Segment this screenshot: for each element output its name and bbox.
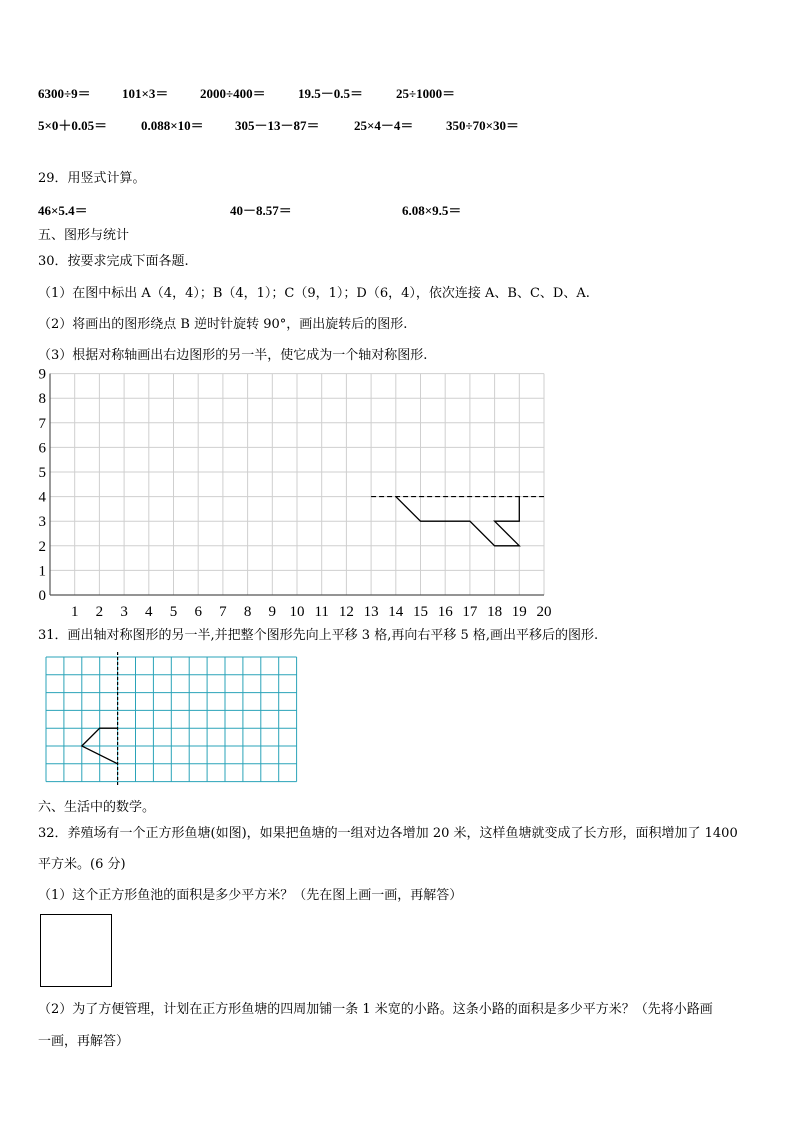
- calc-1-1: 6300÷9＝: [38, 86, 91, 101]
- q32-line-1: 32．养殖场有一个正方形鱼塘(如图)，如果把鱼塘的一组对边各增加 20 米，这样鱼塘就变成了长方形，面积增加了 1400: [38, 826, 738, 841]
- y-tick-label: 9: [38, 366, 46, 383]
- calc-2-1: 5×0＋0.05＝: [38, 118, 108, 133]
- x-tick-label: 2: [95, 604, 104, 620]
- x-tick-label: 7: [219, 604, 227, 620]
- x-tick-label: 1: [70, 604, 79, 620]
- q29-item-2: 40－8.57＝: [230, 203, 292, 218]
- x-tick-label: 20: [536, 604, 552, 620]
- x-tick-label: 13: [363, 604, 379, 620]
- x-tick-label: 17: [462, 604, 478, 620]
- q32-part-2-line-2: 一画，再解答）: [38, 1034, 130, 1049]
- calc-1-2: 101×3＝: [122, 86, 169, 101]
- q32-part-1: （1）这个正方形鱼池的面积是多少平方米？（先在图上画一画，再解答）: [38, 888, 463, 903]
- q29-item-3: 6.08×9.5＝: [402, 203, 462, 218]
- coordinate-grid: [0, 360, 794, 620]
- calc-1-4: 19.5－0.5＝: [298, 86, 364, 101]
- q30-part-2: （2）将画出的图形绕点 B 逆时针旋转 90°，画出旋转后的图形.: [38, 317, 408, 332]
- q31-title: 31．画出轴对称图形的另一半,并把整个图形先向上平移 3 格,再向右平移 5 格,画出平移后的图形.: [38, 628, 599, 643]
- y-tick-label: 6: [38, 440, 46, 457]
- x-tick-label: 9: [268, 604, 277, 620]
- x-tick-label: 4: [145, 604, 153, 620]
- x-tick-label: 10: [289, 604, 305, 620]
- x-tick-label: 19: [511, 604, 527, 620]
- q30-part-1: （1）在图中标出 A（4，4）；B（4，1）；C（9，1）；D（6，4），依次连接 A、B、C、D、A.: [38, 286, 590, 301]
- x-tick-label: 6: [194, 604, 202, 620]
- q32-line-2: 平方米。(6 分): [38, 857, 126, 872]
- symmetry-grid: [45, 656, 305, 791]
- y-tick-label: 2: [38, 538, 46, 555]
- x-tick-label: 16: [437, 604, 453, 620]
- calc-1-5: 25÷1000＝: [396, 86, 456, 101]
- x-tick-label: 5: [169, 604, 178, 620]
- y-tick-label: 1: [38, 563, 46, 580]
- y-tick-label: 5: [38, 465, 46, 481]
- x-tick-label: 3: [120, 604, 128, 620]
- calc-2-4: 25×4－4＝: [354, 118, 414, 133]
- y-tick-label: 7: [38, 415, 46, 432]
- y-tick-label: 8: [38, 391, 46, 408]
- section-title-6: 六、生活中的数学。: [38, 800, 156, 815]
- q30-title: 30．按要求完成下面各题.: [38, 254, 189, 269]
- q30-part-3: （3）根据对称轴画出右边图形的另一半，使它成为一个轴对称图形.: [38, 348, 428, 363]
- q32-part-2-line-1: （2）为了方便管理，计划在正方形鱼塘的四周加铺一条 1 米宽的小路。这条小路的面积是多少平方米？（先将小路画: [38, 1002, 713, 1017]
- q29-item-1: 46×5.4＝: [38, 203, 88, 218]
- y-tick-label: 4: [38, 489, 46, 506]
- x-tick-label: 11: [314, 604, 329, 620]
- x-tick-label: 12: [338, 604, 354, 620]
- calc-1-3: 2000÷400＝: [200, 86, 266, 101]
- y-tick-label: 3: [38, 514, 46, 531]
- calc-2-3: 305－13－87＝: [235, 118, 320, 133]
- y-tick-label: 0: [38, 588, 46, 604]
- x-tick-label: 8: [243, 604, 252, 620]
- section-title-5: 五、图形与统计: [38, 228, 130, 243]
- calc-2-2: 0.088×10＝: [141, 118, 204, 133]
- x-tick-label: 15: [413, 604, 428, 620]
- calc-2-5: 350÷70×30＝: [446, 118, 520, 133]
- x-tick-label: 18: [487, 604, 503, 620]
- q29-title: 29．用竖式计算。: [38, 171, 146, 186]
- square-pond: [40, 914, 112, 987]
- x-tick-label: 14: [388, 604, 404, 620]
